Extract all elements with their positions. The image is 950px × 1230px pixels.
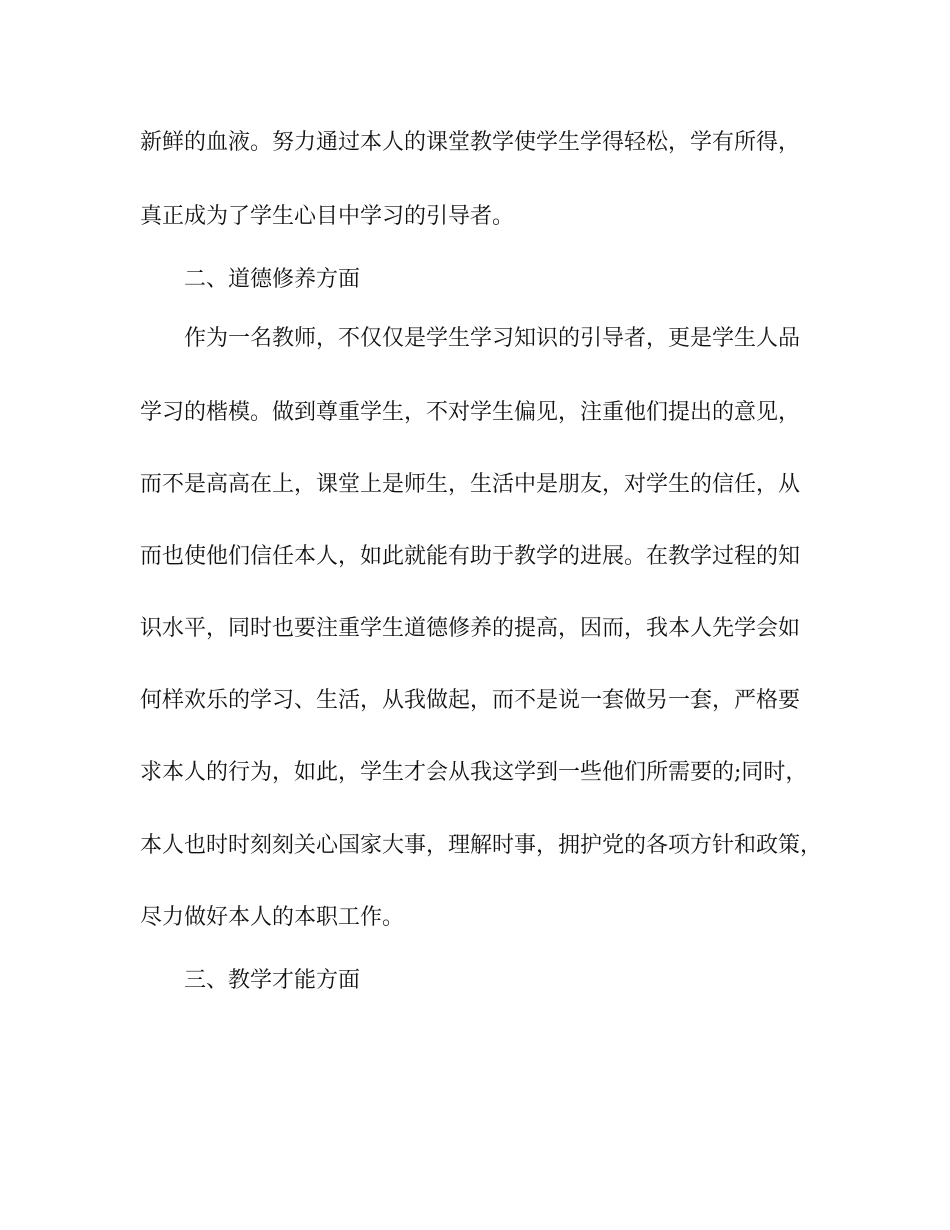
paragraph-line: 新鲜的血液。努力通过本人的课堂教学使学生学得轻松，学有所得， — [140, 130, 801, 155]
paragraph-line: 尽力做好本人的本职工作。 — [140, 905, 405, 930]
paragraph-line: 学习的楷模。做到尊重学生，不对学生偏见，注重他们提出的意见， — [140, 400, 801, 425]
paragraph-line: 真正成为了学生心目中学习的引导者。 — [140, 204, 515, 229]
paragraph-line: 作为一名教师，不仅仅是学生学习知识的引导者，更是学生人品 — [184, 326, 801, 351]
paragraph-line: 本人也时时刻刻关心国家大事，理解时事，拥护党的各项方针和政策， — [140, 833, 823, 858]
paragraph-line: 何样欢乐的学习、生活，从我做起，而不是说一套做另一套，严格要 — [140, 688, 801, 713]
paragraph-line: 求本人的行为，如此，学生才会从我这学到一些他们所需要的;同时， — [140, 760, 808, 785]
section-heading: 三、教学才能方面 — [184, 968, 361, 993]
paragraph-line: 而不是高高在上，课堂上是师生，生活中是朋友，对学生的信任，从 — [140, 472, 801, 497]
paragraph-line: 识水平，同时也要注重学生道德修养的提高，因而，我本人先学会如 — [140, 616, 801, 641]
paragraph-line: 而也使他们信任本人，如此就能有助于教学的进展。在教学过程的知 — [140, 544, 801, 569]
section-heading: 二、道德修养方面 — [184, 267, 361, 292]
